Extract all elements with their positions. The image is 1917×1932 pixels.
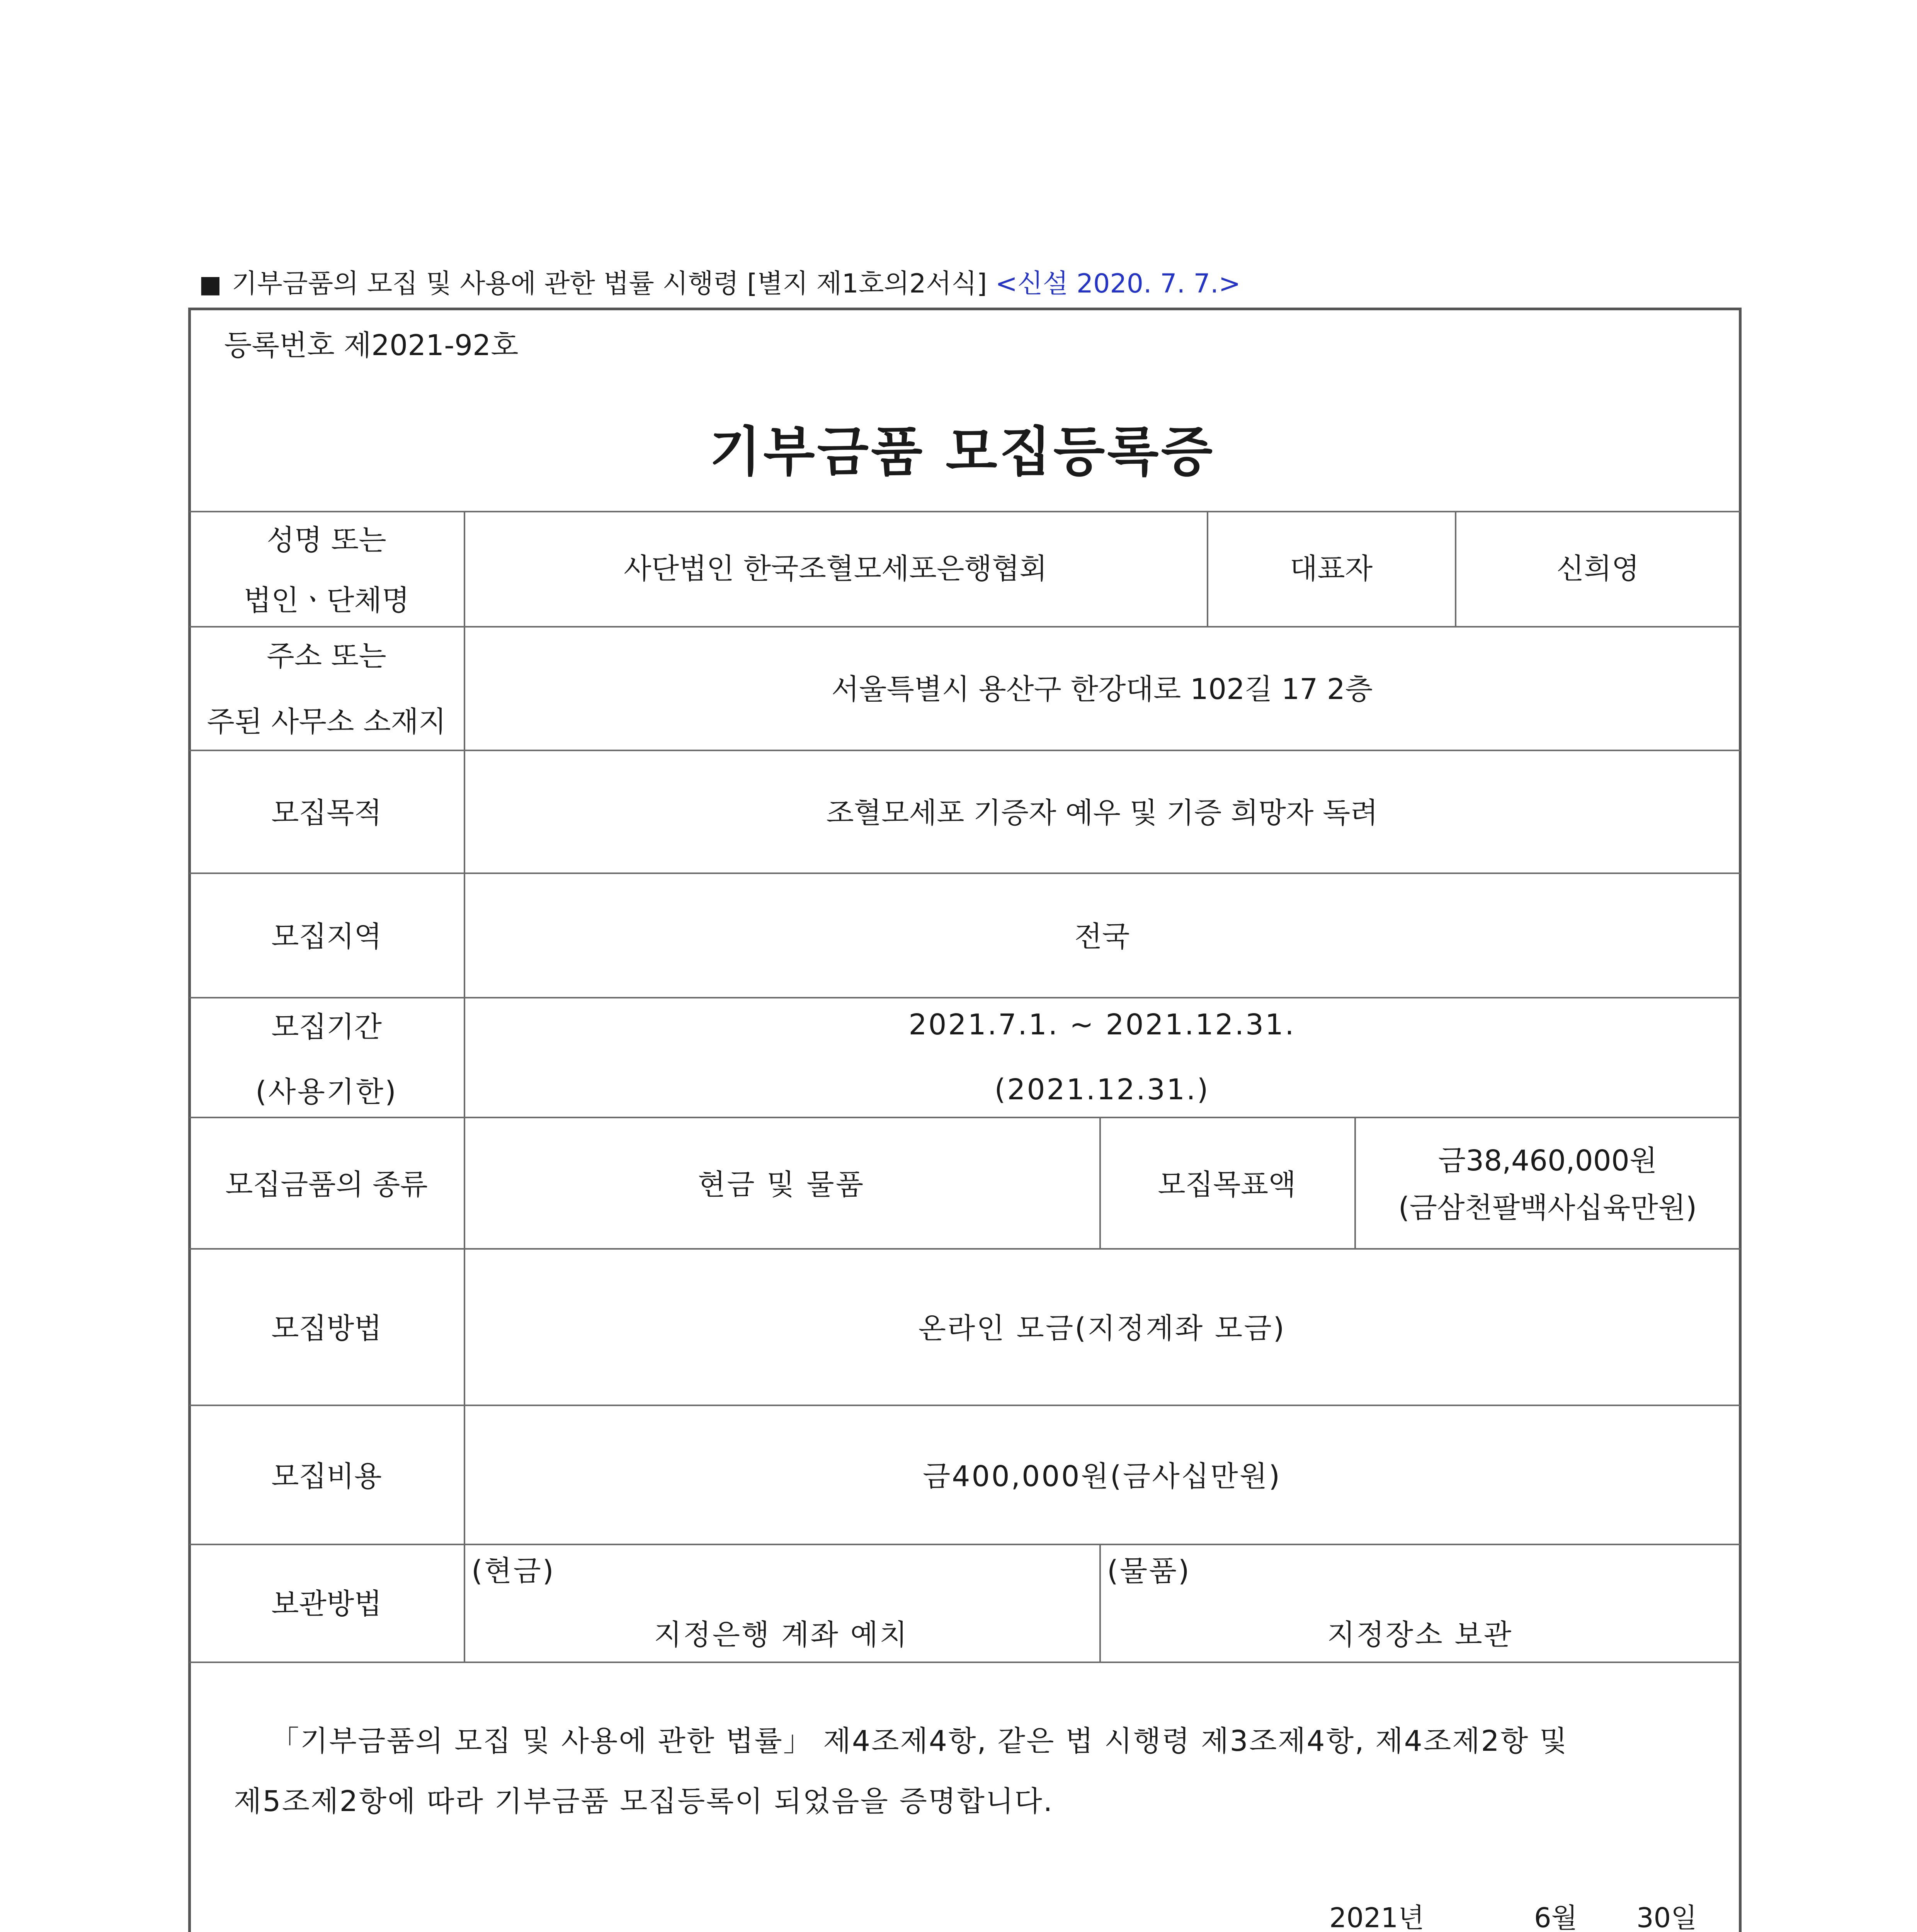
region-label: 모집지역 (271, 920, 382, 953)
kind-label: 모집금품의 종류 (225, 1168, 428, 1201)
certification-line1: 「기부금품의 모집 및 사용에 관한 법률」 제4조제4항, 같은 법 시행령 제3조제4항, 제4조제2항 및 (270, 1725, 1568, 1758)
form-reference: 기부금품의 모집 및 사용에 관한 법률 시행령 [별지 제1호의2서식] (231, 269, 987, 299)
certification-line2: 제5조제2항에 따라 기부금품 모집등록이 되었음을 증명합니다. (234, 1785, 1054, 1818)
method-value: 온라인 모금(지정계좌 모금) (918, 1312, 1286, 1345)
table-line (189, 511, 1740, 512)
period-label-line2: (사용기한) (255, 1075, 398, 1109)
storage-cash-label: (현금) (471, 1554, 555, 1588)
representative-label: 대표자 (1289, 552, 1373, 585)
table-line (189, 1405, 1740, 1406)
table-line (189, 997, 1740, 998)
table-line (1354, 1117, 1356, 1248)
storage-cash-value: 지정은행 계좌 예치 (654, 1618, 909, 1651)
table-line (189, 626, 1740, 628)
cost-value: 금400,000원(금사십만원) (922, 1460, 1282, 1493)
issue-day: 30일 (1636, 1902, 1697, 1932)
organization-name: 사단법인 한국조혈모세포은행협회 (624, 552, 1047, 585)
document-title: 기부금품 모집등록증 (709, 421, 1215, 483)
table-line (1207, 511, 1208, 626)
storage-goods-value: 지정장소 보관 (1327, 1618, 1513, 1651)
address-label-line1: 주소 또는 (267, 639, 386, 673)
table-line (1099, 1544, 1101, 1662)
cost-label: 모집비용 (271, 1460, 382, 1493)
method-label: 모집방법 (271, 1312, 382, 1345)
name-label-line1: 성명 또는 (267, 524, 386, 557)
table-line (189, 750, 1740, 751)
storage-label: 보관방법 (271, 1587, 382, 1621)
name-label-line2: 법인ㆍ단체명 (243, 584, 410, 617)
form-reference-line (199, 263, 1241, 300)
purpose-value: 조혈모세포 기증자 예우 및 기증 희망자 독려 (826, 796, 1378, 830)
issue-month: 6월 (1534, 1902, 1578, 1932)
address-value: 서울특별시 용산구 한강대로 102길 17 2층 (831, 673, 1373, 706)
period-value-line1: 2021.7.1. ~ 2021.12.31. (908, 1008, 1296, 1041)
table-line (1455, 511, 1456, 626)
kind-value: 현금 및 물품 (697, 1168, 865, 1201)
target-amount-words: (금삼천팔백사십육만원) (1398, 1191, 1697, 1225)
revision-note: <신설 2020. 7. 7.> (995, 269, 1241, 299)
issue-year: 2021년 (1329, 1902, 1424, 1932)
table-line (464, 511, 465, 1662)
table-line (189, 872, 1740, 874)
target-amount: 금38,460,000원 (1438, 1144, 1657, 1177)
table-line (1099, 1117, 1101, 1248)
table-line (189, 1544, 1740, 1545)
period-label-line1: 모집기간 (271, 1010, 382, 1044)
period-value-line2: (2021.12.31.) (994, 1073, 1210, 1106)
table-line (189, 1117, 1740, 1118)
target-label: 모집목표액 (1158, 1168, 1296, 1201)
region-value: 전국 (1074, 920, 1130, 953)
purpose-label: 모집목적 (271, 796, 382, 830)
table-line (189, 1248, 1740, 1250)
table-line (189, 1662, 1740, 1663)
storage-goods-label: (물품) (1107, 1554, 1191, 1588)
registration-number: 등록번호 제2021-92호 (224, 329, 519, 362)
address-label-line2: 주된 사무소 소재지 (207, 705, 446, 738)
square-bullet-icon: ■ (199, 270, 222, 298)
representative-name: 신희영 (1556, 552, 1640, 585)
